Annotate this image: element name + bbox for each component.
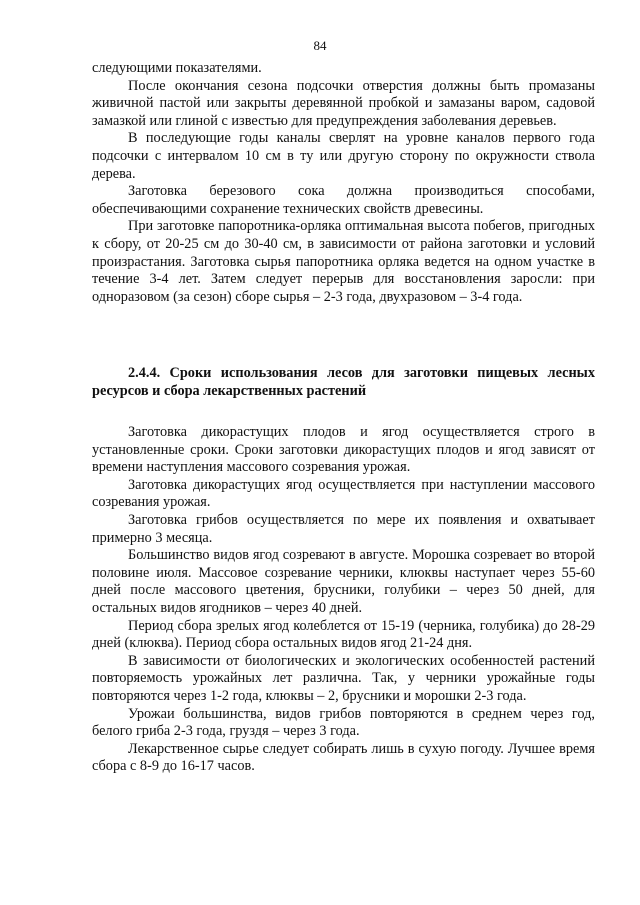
paragraph: Урожаи большинства, видов грибов повторяются в среднем через год, белого гриба 2-3 года, груздя – через 3 года. (92, 705, 595, 740)
paragraph: Большинство видов ягод созревают в августе. Морошка созревает во второй половине июля. Массовое созревание черники, клюквы наступает через 55-60 дней после массового цветения, брусники, голубики – через 50 дней, для остальных видов ягодников – через 40 дней. (92, 547, 595, 616)
page-number: 84 (313, 38, 327, 53)
paragraph: Период сбора зрелых ягод колеблется от 15-19 (черника, голубика) до 28-29 дней (клюква). Период сбора остальных видов ягод 21-24 дня. (92, 617, 595, 652)
section-heading: 2.4.4. Сроки использования лесов для заготовки пищевых лесных ресурсов и сбора лекарственных растений (92, 365, 595, 399)
paragraph: После окончания сезона подсочки отверстия должны быть промазаны живичной пастой или закрыты деревянной пробкой и замазаны варом, садовой замазкой или глиной с известью для предупреждения заболевания деревьев. (92, 77, 595, 129)
bottom-text-block (92, 424, 595, 776)
paragraph: следующими показателями. (92, 60, 262, 76)
top-text-block (92, 60, 595, 306)
paragraph: В зависимости от биологических и экологических особенностей растений повторяемость урожайных лет различна. Так, у черники урожайные годы повторяются через 1-2 года, клюквы – 2, брусники и морошки 2-3 года. (92, 652, 595, 704)
paragraph: Заготовка дикорастущих ягод осуществляется при наступлении массового созревания урожая. (92, 476, 595, 511)
paragraph: Заготовка дикорастущих плодов и ягод осуществляется строго в установленные сроки. Сроки заготовки дикорастущих плодов и ягод зависят от времени наступления массового созревания урожая. (92, 424, 595, 476)
paragraph: При заготовке папоротника-орляка оптимальная высота побегов, пригодных к сбору, от 20-25 см до 30-40 см, в зависимости от района заготовки и условий произрастания. Заготовка сырья папоротника орляка ведется на одном участке в течение 3-4 лет. Затем следует перерыв для восстановления заросли: при одноразовом (за сезон) сборе сырья – 2-3 года, двухразовом – 3-4 года. (92, 218, 595, 305)
paragraph: Лекарственное сырье следует собирать лишь в сухую погоду. Лучшее время сбора с 8-9 до 16-17 часов. (92, 740, 595, 775)
paragraph: В последующие годы каналы сверлят на уровне каналов первого года подсочки с интервалом 10 см в ту или другую сторону по окружности ствола дерева. (92, 130, 595, 182)
paragraph: Заготовка березового сока должна производиться способами, обеспечивающими сохранение технических свойств древесины. (92, 183, 595, 217)
paragraph: Заготовка грибов осуществляется по мере их появления и охватывает примерно 3 месяца. (92, 511, 595, 546)
